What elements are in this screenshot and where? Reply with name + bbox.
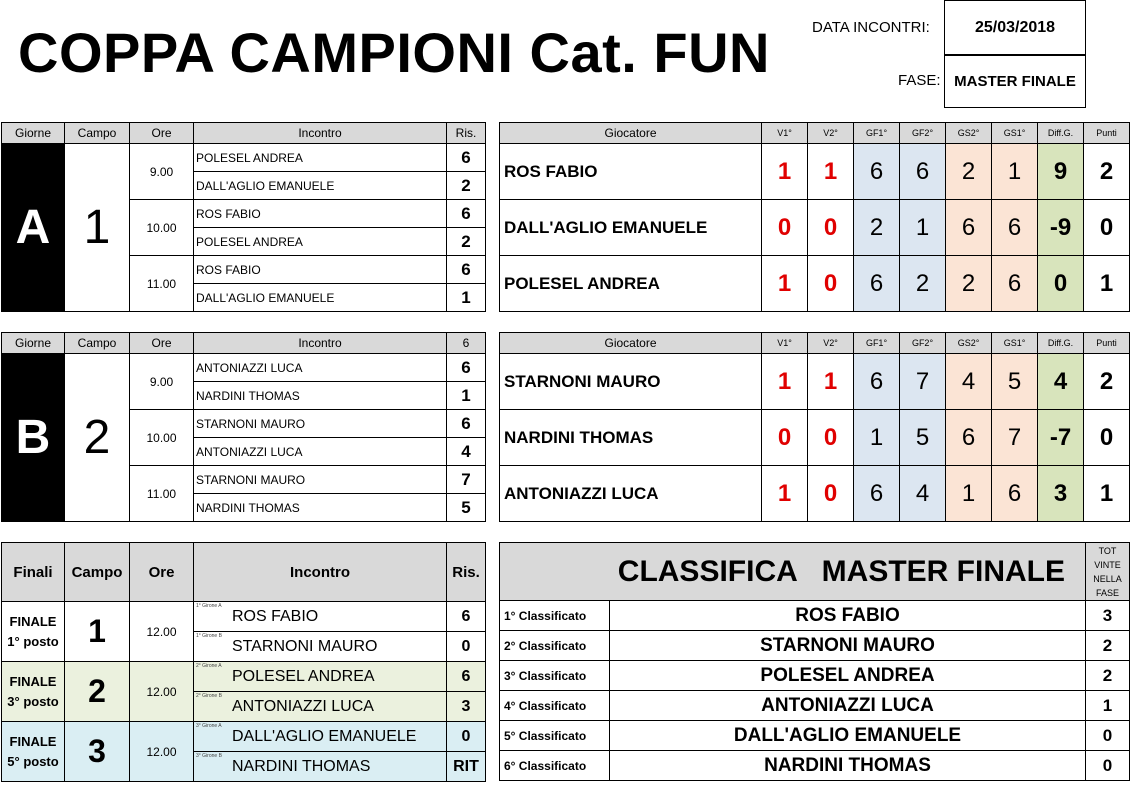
match-player: DALL'AGLIO EMANUELE [194,284,447,312]
match-score: 2 [447,228,486,256]
standing-gf2: 6 [900,144,946,200]
match-player: POLESEL ANDREA [194,228,447,256]
classifica-table [499,542,1130,781]
seed-tag: 2° Girone A [196,663,222,669]
match-player: DALL'AGLIO EMANUELE [194,172,447,200]
final-score: 0 [447,632,486,662]
header-gs1: GS1° [992,123,1038,144]
standing-gs1: 7 [992,410,1038,466]
classifica-player: POLESEL ANDREA [610,661,1086,691]
standings-row [500,354,1130,410]
match-player: ROS FABIO [194,200,447,228]
matches-header-row [2,123,486,144]
classifica-wins: 0 [1086,721,1130,751]
standing-v2: 0 [808,256,854,312]
standings-row [500,410,1130,466]
standing-v1: 1 [762,466,808,522]
classifica-title: CLASSIFICA MASTER FINALE [500,543,1086,601]
header-incontro: Incontro [194,333,447,354]
final-score: 6 [447,662,486,692]
match-score: 6 [447,354,486,382]
standing-v2: 0 [808,410,854,466]
standing-player: ROS FABIO [500,144,762,200]
header-finali: Finali [2,543,65,602]
standing-gs1: 6 [992,256,1038,312]
match-time: 11.00 [130,466,194,522]
group-letter: B [2,354,65,522]
standing-gf2: 1 [900,200,946,256]
classifica-header-row [500,543,1130,601]
match-score: 7 [447,466,486,494]
group-a-standings-table [499,122,1130,312]
classifica-wins: 2 [1086,631,1130,661]
classifica-position: 1° Classificato [500,601,610,631]
classifica-wins: 3 [1086,601,1130,631]
matches-header-row [2,333,486,354]
header-diff: Diff.G. [1038,333,1084,354]
match-player: STARNONI MAURO [194,466,447,494]
standings-row [500,466,1130,522]
match-score: 6 [447,144,486,172]
classifica-wins: 1 [1086,691,1130,721]
header-gs2: GS2° [946,333,992,354]
standing-player: ANTONIAZZI LUCA [500,466,762,522]
standing-diff: 4 [1038,354,1084,410]
standing-player: NARDINI THOMAS [500,410,762,466]
classifica-player: ANTONIAZZI LUCA [610,691,1086,721]
group-b-standings-table [499,332,1130,522]
match-time: 10.00 [130,410,194,466]
header-giorne: Giorne [2,333,65,354]
classifica-position: 2° Classificato [500,631,610,661]
standing-gf1: 6 [854,466,900,522]
standing-gf2: 2 [900,256,946,312]
standing-diff: 0 [1038,256,1084,312]
standing-diff: -7 [1038,410,1084,466]
match-score: 6 [447,410,486,438]
classifica-row [500,661,1130,691]
classifica-position: 5° Classificato [500,721,610,751]
group-a-matches-table [1,122,486,312]
header-gf1: GF1° [854,123,900,144]
standing-gf1: 1 [854,410,900,466]
final-label: FINALE 5° posto [2,722,65,782]
header-gf1: GF1° [854,333,900,354]
classifica-row [500,691,1130,721]
standing-gf1: 6 [854,354,900,410]
standings-row [500,256,1130,312]
match-player: ANTONIAZZI LUCA [194,354,447,382]
standing-gf2: 5 [900,410,946,466]
final-time: 12.00 [130,602,194,662]
final-player: POLESEL ANDREA [232,667,375,685]
final-player-cell [194,602,447,632]
header-v1: V1° [762,333,808,354]
phase-value: MASTER FINALE [944,54,1086,108]
standing-v1: 0 [762,410,808,466]
header-incontro: Incontro [194,543,447,602]
seed-tag: 3° Girone A [196,723,222,729]
standings-row [500,144,1130,200]
header-gf2: GF2° [900,123,946,144]
final-score: 6 [447,602,486,632]
final-label: FINALE 3° posto [2,662,65,722]
match-score: 1 [447,284,486,312]
standing-points: 1 [1084,466,1130,522]
seed-tag: 1° Girone A [196,603,222,609]
final-player: DALL'AGLIO EMANUELE [232,727,417,745]
standing-gf1: 6 [854,256,900,312]
standing-gs2: 2 [946,144,992,200]
match-score: 2 [447,172,486,200]
classifica-row [500,631,1130,661]
header-diff: Diff.G. [1038,123,1084,144]
header-campo: Campo [65,543,130,602]
standing-points: 1 [1084,256,1130,312]
header-incontro: Incontro [194,123,447,144]
group-letter: A [2,144,65,312]
header-gs1: GS1° [992,333,1038,354]
final-player-cell [194,752,447,782]
standing-gf1: 6 [854,144,900,200]
match-time: 11.00 [130,256,194,312]
match-score: 1 [447,382,486,410]
standing-gs1: 6 [992,200,1038,256]
classifica-player: NARDINI THOMAS [610,751,1086,781]
classifica-position: 3° Classificato [500,661,610,691]
standing-v2: 1 [808,354,854,410]
match-score: 6 [447,256,486,284]
standing-gs2: 4 [946,354,992,410]
match-player: NARDINI THOMAS [194,382,447,410]
standing-gf1: 2 [854,200,900,256]
date-label: DATA INCONTRI: [812,19,930,36]
standing-v1: 0 [762,200,808,256]
standings-header-row [500,123,1130,144]
header-ore: Ore [130,123,194,144]
standing-player: POLESEL ANDREA [500,256,762,312]
group-campo: 1 [65,144,130,312]
final-player: STARNONI MAURO [232,637,378,655]
final-campo: 2 [65,662,130,722]
standing-diff: 3 [1038,466,1084,522]
final-label: FINALE 1° posto [2,602,65,662]
header-gf2: GF2° [900,333,946,354]
finals-table [1,542,486,782]
header-giocatore: Giocatore [500,333,762,354]
match-time: 10.00 [130,200,194,256]
standing-gs2: 1 [946,466,992,522]
standing-v1: 1 [762,256,808,312]
header-v2: V2° [808,333,854,354]
standing-gf2: 4 [900,466,946,522]
classifica-position: 6° Classificato [500,751,610,781]
final-row [2,602,486,632]
match-player: POLESEL ANDREA [194,144,447,172]
classifica-row [500,721,1130,751]
standing-player: STARNONI MAURO [500,354,762,410]
final-time: 12.00 [130,722,194,782]
match-player: STARNONI MAURO [194,410,447,438]
classifica-player: DALL'AGLIO EMANUELE [610,721,1086,751]
match-player: NARDINI THOMAS [194,494,447,522]
standing-gs2: 6 [946,410,992,466]
final-score: 0 [447,722,486,752]
standing-gs2: 2 [946,256,992,312]
seed-tag: 1° Girone B [196,633,222,639]
final-row [2,722,486,752]
classifica-row [500,601,1130,631]
header-ris: 6 [447,333,486,354]
header-giorne: Giorne [2,123,65,144]
date-value: 25/03/2018 [944,0,1086,56]
header-v1: V1° [762,123,808,144]
standing-v1: 1 [762,144,808,200]
standing-points: 2 [1084,144,1130,200]
final-time: 12.00 [130,662,194,722]
phase-label: FASE: [898,72,941,89]
final-score: 3 [447,692,486,722]
final-player-cell [194,662,447,692]
header-ris: Ris. [447,123,486,144]
match-time: 9.00 [130,354,194,410]
standings-header-row [500,333,1130,354]
header-campo: Campo [65,333,130,354]
standing-v2: 1 [808,144,854,200]
standing-gf2: 7 [900,354,946,410]
final-player: ANTONIAZZI LUCA [232,697,374,715]
header-campo: Campo [65,123,130,144]
final-score: RIT [447,752,486,782]
header-gs2: GS2° [946,123,992,144]
standing-diff: 9 [1038,144,1084,200]
match-score: 4 [447,438,486,466]
final-campo: 1 [65,602,130,662]
classifica-wins: 2 [1086,661,1130,691]
match-score: 6 [447,200,486,228]
standing-gs2: 6 [946,200,992,256]
standing-points: 2 [1084,354,1130,410]
final-player: NARDINI THOMAS [232,757,371,775]
standing-points: 0 [1084,200,1130,256]
standing-diff: -9 [1038,200,1084,256]
seed-tag: 3° Girone B [196,753,222,759]
standing-points: 0 [1084,410,1130,466]
header-punti: Punti [1084,123,1130,144]
standing-v2: 0 [808,466,854,522]
standing-player: DALL'AGLIO EMANUELE [500,200,762,256]
group-b-matches-table [1,332,486,522]
classifica-player: ROS FABIO [610,601,1086,631]
header-ris: Ris. [447,543,486,602]
final-campo: 3 [65,722,130,782]
finals-header-row [2,543,486,602]
classifica-wins: 0 [1086,751,1130,781]
match-player: ANTONIAZZI LUCA [194,438,447,466]
standing-gs1: 5 [992,354,1038,410]
header-ore: Ore [130,333,194,354]
final-player-cell [194,632,447,662]
final-player-cell [194,692,447,722]
group-campo: 2 [65,354,130,522]
match-player: ROS FABIO [194,256,447,284]
page-title: COPPA CAMPIONI Cat. FUN [18,21,770,84]
header-punti: Punti [1084,333,1130,354]
match-time: 9.00 [130,144,194,200]
classifica-player: STARNONI MAURO [610,631,1086,661]
classifica-position: 4° Classificato [500,691,610,721]
header-ore: Ore [130,543,194,602]
tot-vinte-header: TOT VINTE NELLA FASE [1086,543,1130,601]
match-score: 5 [447,494,486,522]
standings-row [500,200,1130,256]
standing-gs1: 1 [992,144,1038,200]
header-v2: V2° [808,123,854,144]
classifica-row [500,751,1130,781]
final-row [2,662,486,692]
standing-gs1: 6 [992,466,1038,522]
standing-v2: 0 [808,200,854,256]
standing-v1: 1 [762,354,808,410]
final-player: ROS FABIO [232,607,319,625]
header-giocatore: Giocatore [500,123,762,144]
final-player-cell [194,722,447,752]
seed-tag: 2° Girone B [196,693,222,699]
